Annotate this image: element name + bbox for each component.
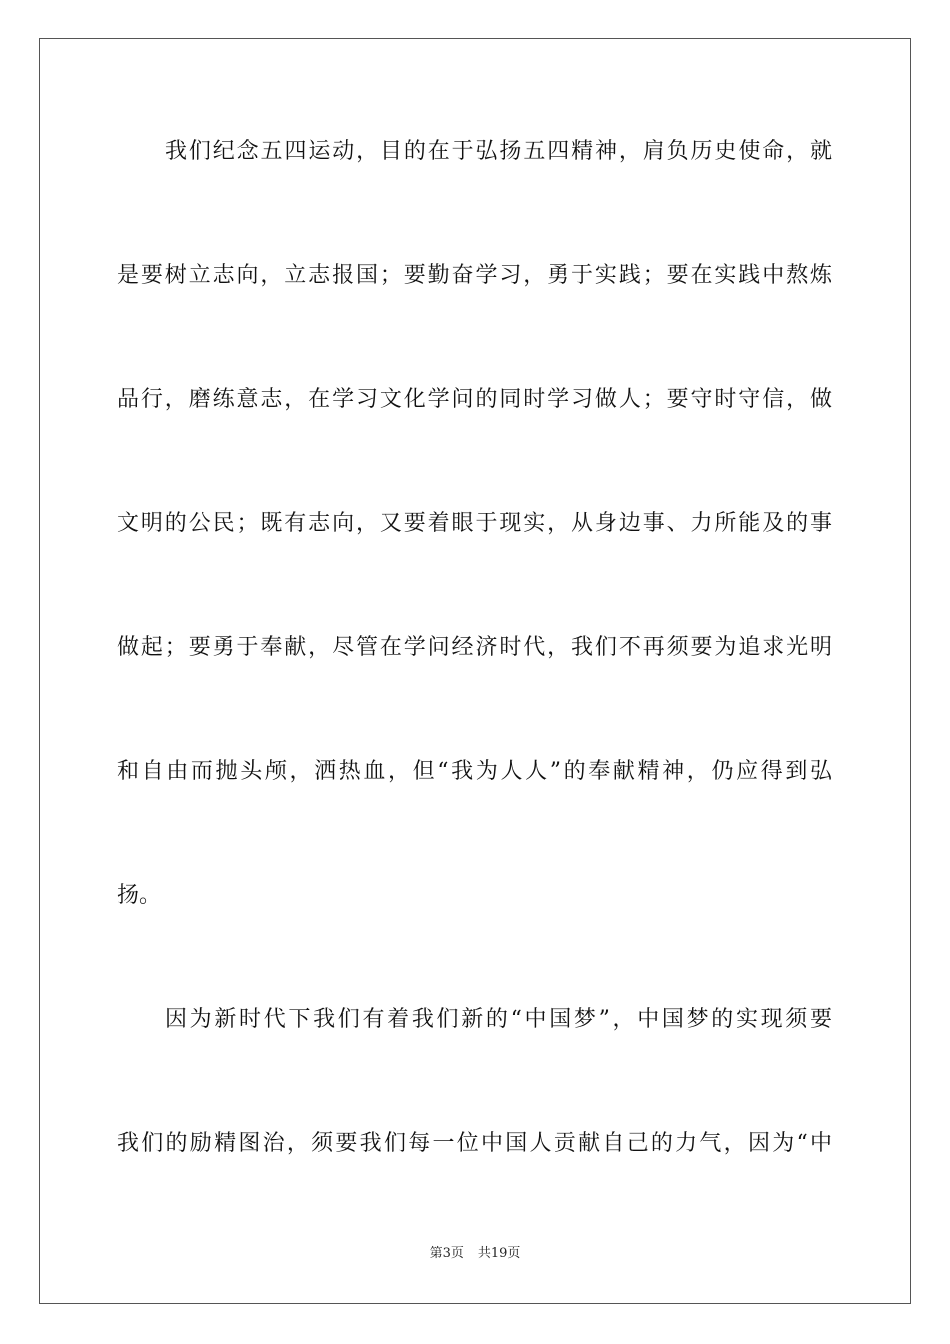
paragraph-1-line-2: 是要树立志向，立志报国；要勤奋学习，勇于实践；要在实践中熬炼 (117, 263, 832, 288)
page-footer (0, 1245, 950, 1263)
paragraph-1-line-6: 和自由而抛头颅，洒热血，但“我为人人”的奉献精神，仍应得到弘 (117, 759, 832, 784)
paragraph-1-line-3: 品行，磨练意志，在学习文化学问的同时学习做人；要守时守信，做 (117, 387, 832, 412)
paragraph-1-line-1: 我们纪念五四运动，目的在于弘扬五四精神，肩负历史使命，就 (165, 139, 832, 164)
paragraph-2-line-2: 我们的励精图治，须要我们每一位中国人贡献自己的力气，因为“中 (117, 1131, 832, 1156)
page-number: 第3页 (429, 1246, 464, 1261)
paragraph-1-line-7: 扬。 (117, 883, 162, 908)
total-pages: 共19页 (477, 1246, 521, 1261)
paragraph-1-line-5: 做起；要勇于奉献，尽管在学问经济时代，我们不再须要为追求光明 (117, 635, 832, 660)
page-border (39, 38, 911, 1304)
paragraph-1-line-4: 文明的公民；既有志向，又要着眼于现实，从身边事、力所能及的事 (117, 511, 832, 536)
paragraph-2-line-1: 因为新时代下我们有着我们新的“中国梦”，中国梦的实现须要 (165, 1007, 832, 1032)
